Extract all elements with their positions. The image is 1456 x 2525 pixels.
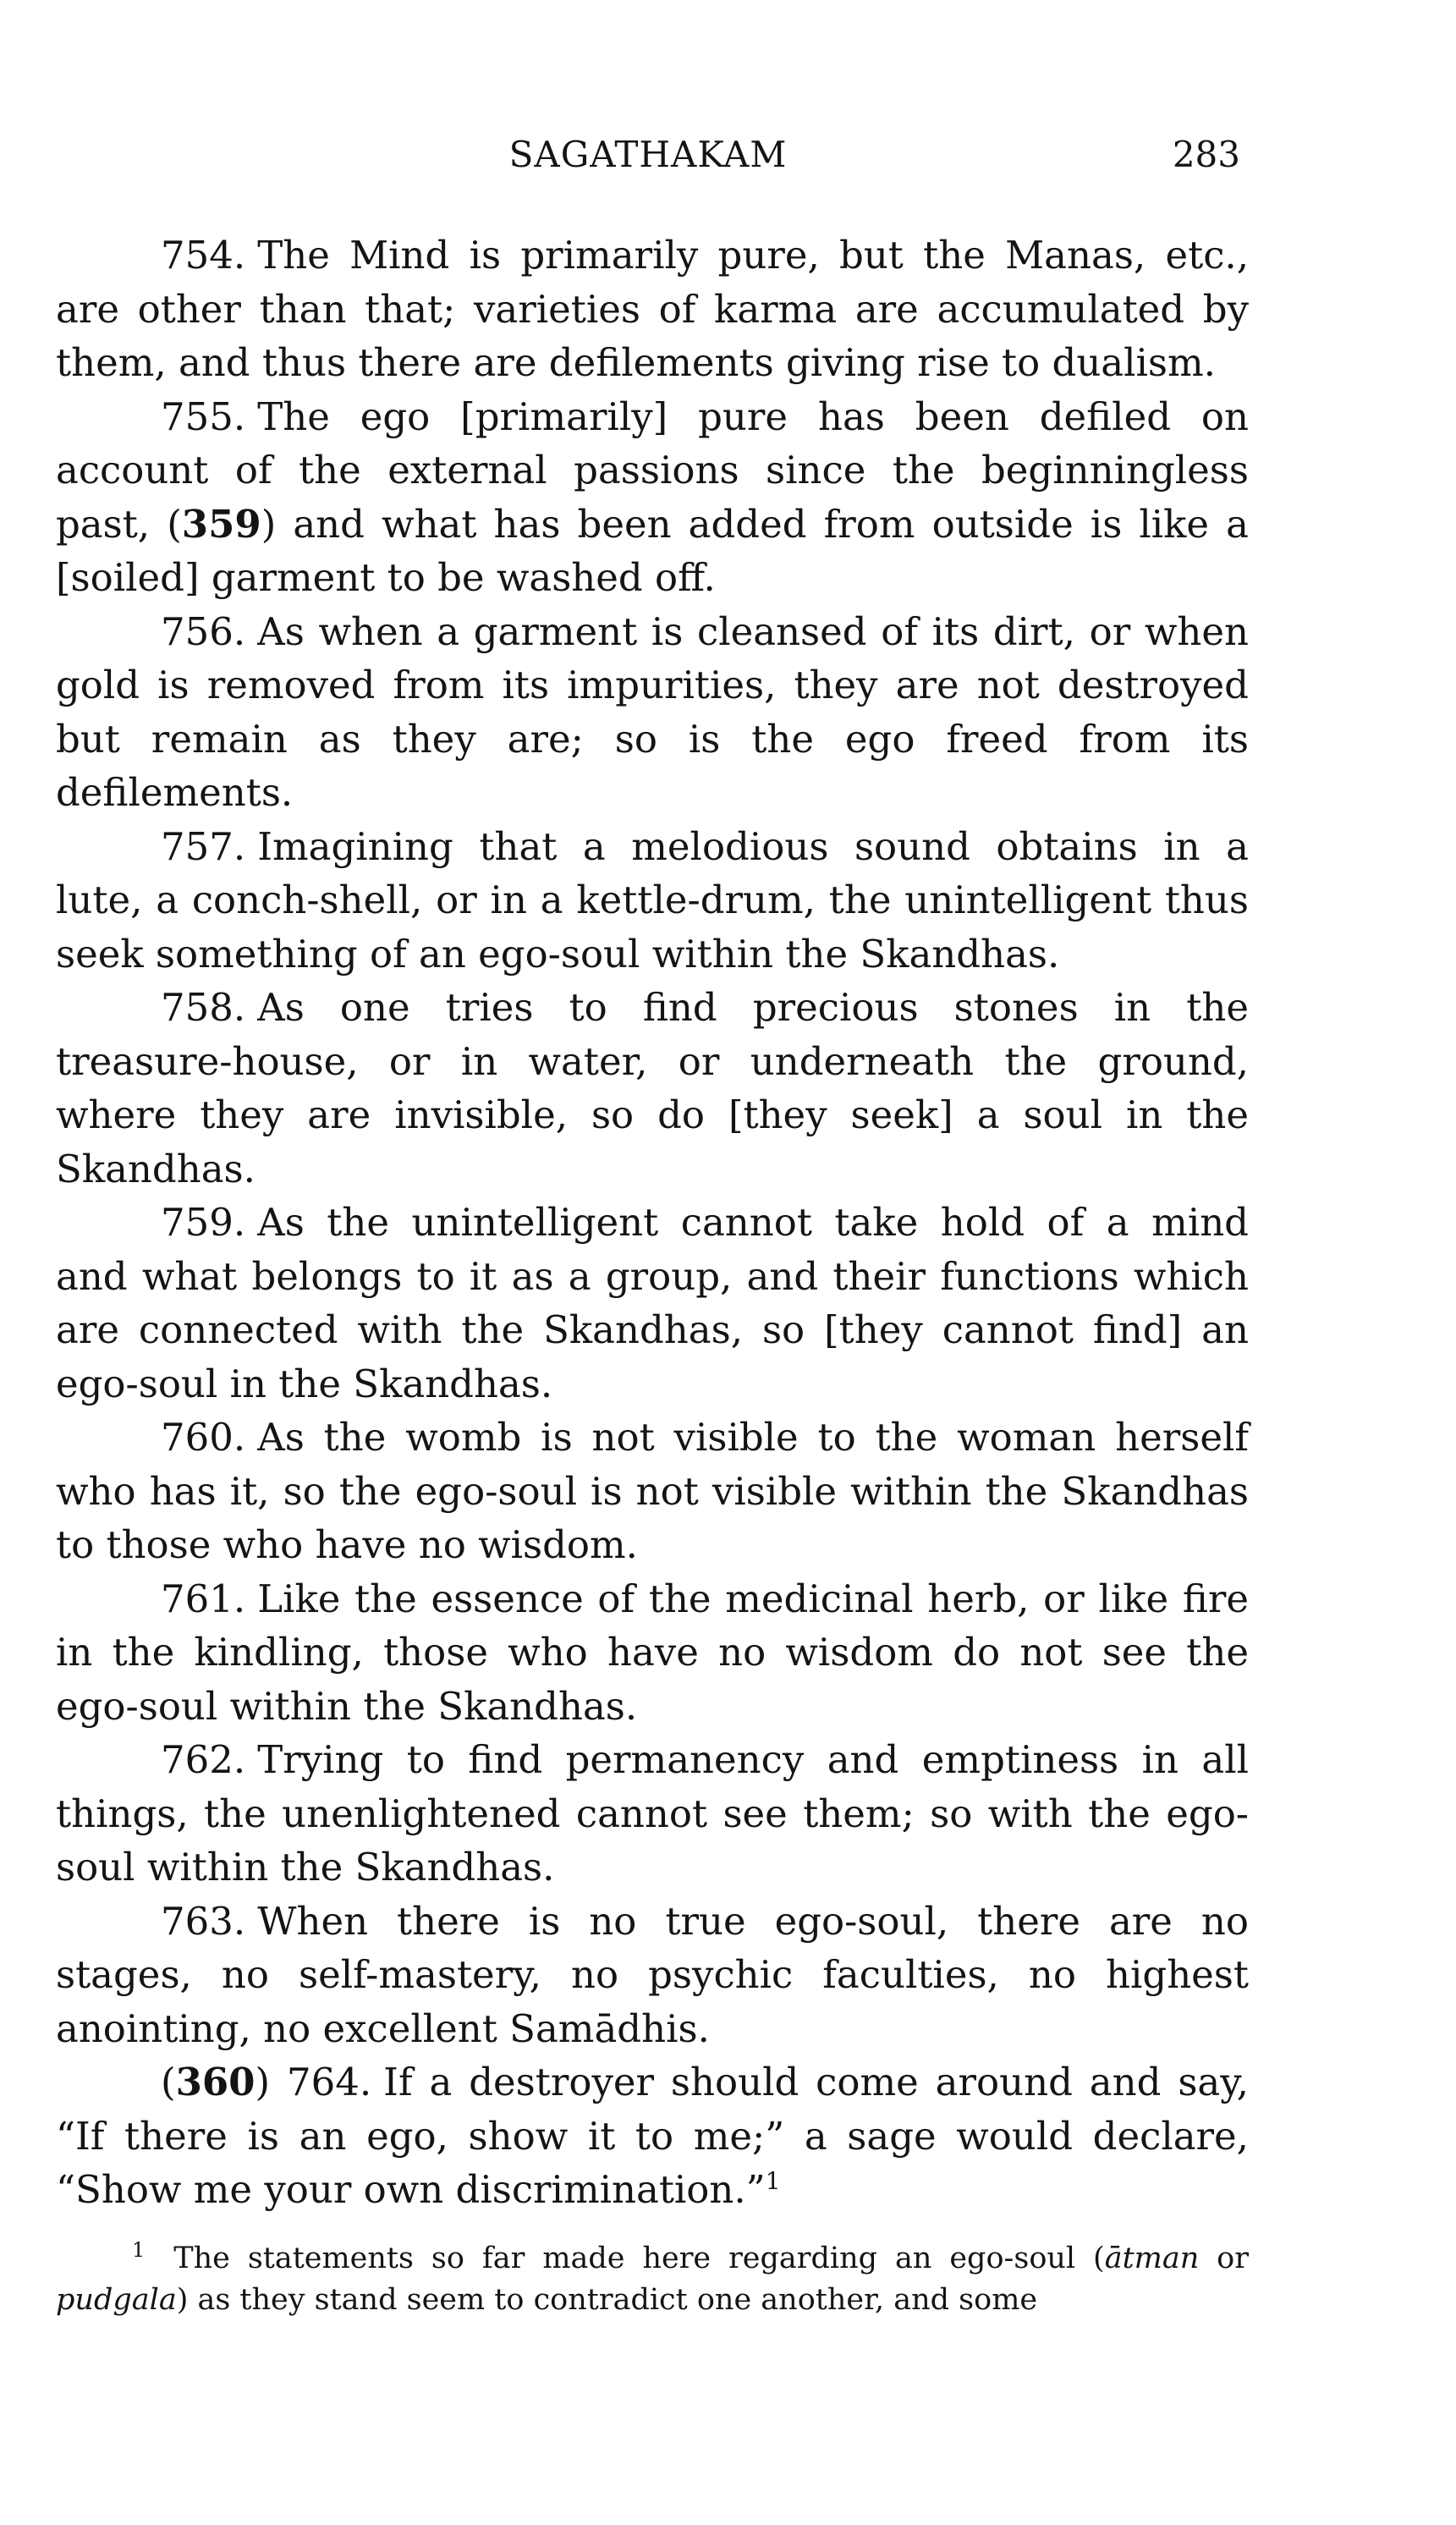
verse-760 bbox=[56, 1411, 1249, 1572]
verse-text: As the womb is not visible to the woman herself who has it, so the ego-soul is not visible within the Skandhas to those who have no wisdom. bbox=[56, 1415, 1249, 1567]
verse-number: 764. bbox=[286, 2060, 372, 2104]
verse-number: 761. bbox=[161, 1576, 246, 1621]
verse-text: If a destroyer should come around and say, “If there is an ego, show it to me;” a sage would declare, “Show me your own discrimination.” bbox=[56, 2060, 1249, 2212]
verse-text: Like the essence of the medicinal herb, or like fire in the kindling, those who have no wisdom do not see the ego-soul within the Skandhas. bbox=[56, 1576, 1249, 1729]
page-header bbox=[56, 134, 1240, 193]
verse-759 bbox=[56, 1196, 1249, 1411]
verse-757 bbox=[56, 820, 1249, 982]
footnote-reference[interactable]: 1 bbox=[765, 2167, 781, 2195]
footnote-text: The statements so far made here regarding an ego-soul ( bbox=[173, 2242, 1105, 2275]
verse-number: 756. bbox=[161, 608, 246, 654]
page-number: 283 bbox=[1172, 134, 1240, 175]
verse-number: 758. bbox=[161, 985, 246, 1030]
footnote-text-2: or bbox=[1199, 2242, 1249, 2275]
verse-756 bbox=[56, 605, 1249, 820]
verse-text: Imagining that a melodious sound obtains in a lute, a conch-shell, or in a kettle-drum, the unintelligent thus seek something of an ego-soul within the Skandhas. bbox=[56, 823, 1249, 976]
footnote-text-3: ) as they stand seem to contradict one another, and some bbox=[176, 2283, 1038, 2317]
verse-number: 762. bbox=[161, 1737, 246, 1782]
verse-764: (360) 764. If a destroyer should come around and say, “If there is an ego, show it to me;” a sage would declare, “Show me your own discrimination.”$^1$ bbox=[56, 2060, 1249, 2212]
source-page-marker: 359 bbox=[181, 501, 261, 547]
footnote-term-atman: ātman bbox=[1104, 2242, 1200, 2275]
verse-762 bbox=[56, 1733, 1249, 1895]
verse-text: As one tries to find precious stones in the treasure-house, or in water, or underneath the ground, where they are invisible, so do [they seek] a soul in the Skandhas. bbox=[56, 985, 1249, 1191]
verse-754 bbox=[56, 228, 1249, 390]
verse-number: 757. bbox=[161, 823, 246, 869]
verse-number: 763. bbox=[161, 1898, 246, 1944]
body-text bbox=[56, 228, 1249, 2217]
source-page-marker: 360 bbox=[175, 2060, 255, 2104]
verse-755: 755. The ego [primarily] pure has been defiled on account of the external passions since the beginningless past, (359) and what has been added from outside is like a [soiled] garment to be washed off. bbox=[56, 393, 1249, 600]
verse-text: As when a garment is cleansed of its dirt, or when gold is removed from its impurities, they are not destroyed but remain as they are; so is the ego freed from its defilements. bbox=[56, 608, 1249, 815]
verse-761 bbox=[56, 1572, 1249, 1734]
verse-text: Trying to find permanency and emptiness in all things, the unenlightened cannot see them; so with the ego-soul within the Skandhas. bbox=[56, 1737, 1249, 1890]
running-title: SAGATHAKAM bbox=[508, 134, 788, 175]
verse-763 bbox=[56, 1895, 1249, 2056]
verse-number: 755. bbox=[161, 393, 246, 439]
verse-758 bbox=[56, 981, 1249, 1196]
footnote-term-pudgala: pudgala bbox=[56, 2283, 177, 2317]
footnote-marker: 1 bbox=[132, 2238, 146, 2263]
verse-number: 759. bbox=[161, 1200, 246, 1245]
footnotes bbox=[56, 2238, 1249, 2321]
verse-text: The Mind is primarily pure, but the Manas, etc., are other than that; varieties of karma are accumulated by them, and thus there are defilements giving rise to dualism. bbox=[56, 233, 1249, 385]
verse-text: The ego [primarily] pure has been defiled on account of the external passions since the beginningless past, bbox=[56, 393, 1249, 547]
verse-number: 754. bbox=[161, 233, 246, 278]
verse-text: As the unintelligent cannot take hold of a mind and what belongs to it as a group, and their functions which are connected with the Skandhas, so [they cannot find] an ego-soul in the Skandhas. bbox=[56, 1200, 1249, 1406]
verse-text-continued: and what has been added from outside is like a [soiled] garment to be washed off. bbox=[56, 501, 1249, 600]
verse-number: 760. bbox=[161, 1415, 246, 1460]
footnote-1 bbox=[56, 2238, 1249, 2321]
verse-text: When there is no true ego-soul, there are no stages, no self-mastery, no psychic faculties, no highest anointing, no excellent Samādhis. bbox=[56, 1898, 1249, 2051]
